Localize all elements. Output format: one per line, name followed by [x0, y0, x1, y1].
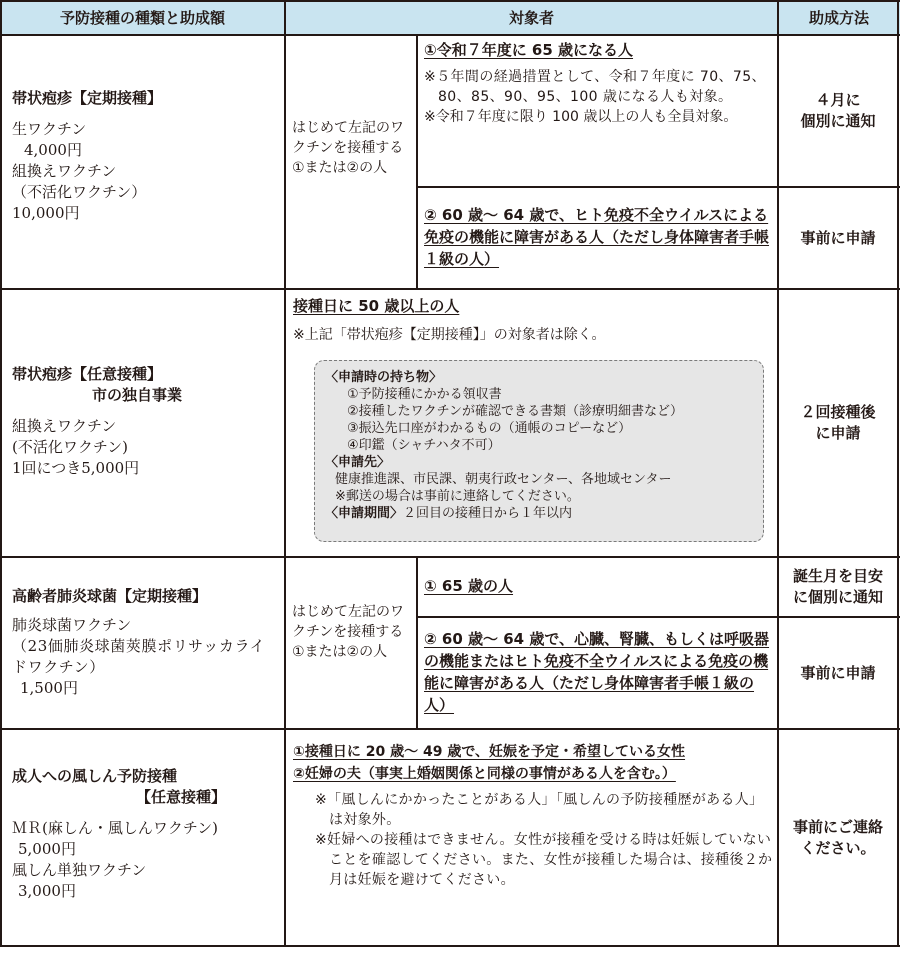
apply-mail-note: ※郵送の場合は事前に連絡してください。	[335, 489, 580, 504]
rubella-method: 事前にご連絡 ください。	[792, 817, 883, 857]
pneumococcal-type-cell	[12, 586, 280, 699]
pneumococcal-method1: 誕生月を目安 に個別に通知	[792, 567, 883, 606]
shingles-routine-method1: ４月に 個別に通知	[800, 91, 876, 130]
header-divider	[0, 34, 900, 36]
shingles-optional-target-title: 接種日に 50 歳以上の人	[293, 297, 460, 315]
shingles-routine-condition: はじめて左記のワクチンを接種する①または②の人	[292, 120, 404, 176]
shingles-routine-target1-title: ①令和７年度に 65 歳になる人	[424, 41, 634, 59]
header-col-method	[778, 0, 900, 34]
rubella-title: 成人への風しん予防接種	[12, 767, 178, 785]
shingles-routine-vaccine2: 組換えワクチン	[12, 162, 117, 180]
rubella-price2: 3,000円	[18, 882, 76, 900]
rubella-target2: ②妊婦の夫（事実上婚姻関係と同様の事情がある人を含む。）	[293, 766, 676, 782]
shingles-routine-target1	[424, 40, 772, 127]
col-divider-1	[284, 0, 286, 947]
row-divider-2	[0, 556, 900, 558]
pneumococcal-vaccine-sub: （23価肺炎球菌莢膜ポリサッカライドワクチン）	[12, 637, 266, 676]
shingles-optional-title: 帯状疱疹【任意接種】	[12, 365, 163, 383]
shingles-routine-price1: 4,000円	[24, 141, 82, 159]
pneumococcal-title: 高齢者肺炎球菌【定期接種】	[12, 587, 208, 605]
shingles-routine-vaccine2-sub: （不活化ワクチン）	[12, 183, 147, 201]
rubella-target	[293, 742, 775, 890]
shingles-optional-vaccine: 組換えワクチン	[12, 417, 117, 435]
apply-place: 健康推進課、市民課、朝夷行政センター、各地域センター	[335, 472, 672, 487]
shingles-optional-target	[293, 296, 771, 345]
shingles-optional-type-cell	[12, 364, 282, 479]
rubella-type-cell	[12, 766, 282, 902]
header-col-method-label: 助成方法	[808, 8, 869, 27]
header-col-type	[0, 0, 285, 34]
header-col-target-label: 対象者	[508, 8, 554, 27]
table-border-top	[0, 0, 900, 2]
shingles-optional-vaccine-sub: (不活化ワクチン)	[12, 438, 128, 456]
shingles-routine-price2: 10,000円	[12, 204, 80, 222]
rubella-target1: ①接種日に 20 歳～ 49 歳で、妊娠を予定・希望している女性	[293, 744, 686, 760]
shingles-optional-subtitle: 市の独自事業	[92, 386, 183, 404]
shingles-routine-method2: 事前に申請	[800, 228, 876, 247]
row-divider-1	[0, 288, 900, 290]
shingles-routine-target1-note2: ※令和７年度に限り 100 歳以上の人も全員対象。	[424, 109, 738, 125]
apply-period-row	[325, 505, 753, 522]
header-col-target	[285, 0, 778, 34]
shingles-optional-method: ２回接種後 に申請	[800, 403, 876, 442]
rubella-subtitle: 【任意接種】	[136, 788, 227, 806]
table-border-bottom	[0, 945, 900, 947]
col-divider-condition-r3	[416, 556, 418, 728]
rubella-note2: ※妊婦への接種はできません。女性が接種を受ける時は妊娠していないことを確認してください。また、女性が接種した場合は、接種後２か月は妊娠を避けてください。	[315, 832, 773, 888]
rubella-note1: ※「風しんにかかったことがある人」「風しんの予防接種歴がある人」は対象外。	[315, 792, 764, 828]
apply-item: ③振込先口座がわかるもの（通帳のコピーなど）	[347, 421, 632, 436]
shingles-routine-type-cell	[12, 88, 282, 224]
apply-period-heading: 〈申請期間〉	[325, 506, 404, 521]
apply-items-heading: 〈申請時の持ち物〉	[325, 370, 443, 385]
pneumococcal-method2: 事前に申請	[800, 663, 876, 682]
apply-item: ④印鑑（シャチハタ不可）	[347, 438, 501, 453]
apply-place-heading: 〈申請先〉	[325, 455, 391, 470]
pneumococcal-target1: ① 65 歳の人	[424, 577, 514, 595]
pneumococcal-condition: はじめて左記のワクチンを接種する①または②の人	[292, 604, 404, 660]
pneumococcal-vaccine: 肺炎球菌ワクチン	[12, 616, 132, 634]
pneumococcal-target2: ② 60 歳～ 64 歳で、心臓、腎臓、もしくは呼吸器の機能またはヒト免疫不全ウイルスによる免疫の機能に障害がある人（ただし身体障害者手帳１級の人）	[424, 630, 770, 714]
apply-period: ２回目の接種日から１年以内	[403, 506, 573, 521]
table-border-right	[897, 0, 899, 947]
application-info-box	[314, 360, 764, 542]
rubella-vaccine1: ＭＲ(麻しん・風しんワクチン)	[12, 819, 218, 837]
header-col-type-label: 予防接種の種類と助成額	[59, 8, 225, 27]
apply-item: ①予防接種にかかる領収書	[347, 387, 502, 402]
apply-item: ②接種したワクチンが確認できる書類（診療明細書など）	[347, 404, 684, 419]
shingles-routine-vaccine1: 生ワクチン	[12, 120, 87, 138]
row-divider-3	[0, 728, 900, 730]
rubella-vaccine2: 風しん単独ワクチン	[12, 861, 147, 879]
pneumococcal-price: 1,500円	[20, 679, 78, 697]
shingles-routine-target1-note1: ※５年間の経過措置として、令和７年度に 70、75、80、85、90、95、100 歳になる人も対象。	[424, 69, 766, 105]
table-border-left	[0, 0, 2, 947]
col-divider-condition-r1	[416, 34, 418, 288]
shingles-optional-price: 1回につき5,000円	[12, 459, 140, 477]
shingles-optional-target-note: ※上記「帯状疱疹【定期接種】」の対象者は除く。	[293, 327, 606, 343]
rubella-price1: 5,000円	[18, 840, 76, 858]
shingles-routine-target2: ② 60 歳～ 64 歳で、ヒト免疫不全ウイルスによる免疫の機能に障害がある人（ただし身体障害者手帳１級の人）	[424, 206, 770, 268]
shingles-routine-title: 帯状疱疹【定期接種】	[12, 89, 163, 107]
